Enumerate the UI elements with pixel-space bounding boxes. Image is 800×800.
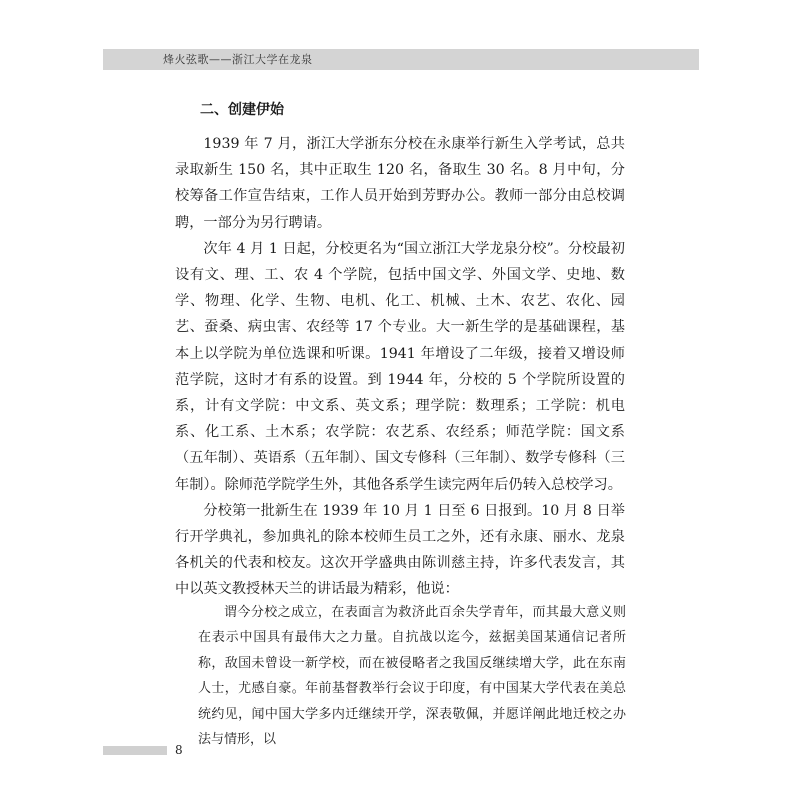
body-text	[175, 131, 625, 603]
paragraph: 1939 年 7 月，浙江大学浙东分校在永康举行新生入学考试，总共录取新生 150 名，其中正取生 120 名，备取生 30 名。8 月中旬，分校筹备工作宣告结束，工作人员开始到芳野办公。教师一部分由总校调聘，一部分为另行聘请。	[175, 136, 625, 231]
running-header-title: 烽火弦歌——浙江大学在龙泉	[163, 53, 313, 66]
block-quote	[198, 600, 626, 752]
paragraph: 次年 4 月 1 日起，分校更名为“国立浙江大学龙泉分校”。分校最初设有文、理、工、农 4 个学院，包括中国文学、外国文学、史地、数学、物理、化学、生物、电机、化工、机械、土木、农艺、农化、园艺、蚕桑、病虫害、农经等 17 个专业。大一新生学的是基础课程，基本上以学院为单位选课和听课。1941 年增设了二年级，接着又增设师范学院，这时才有系的设置。到 1944 年，分校的 5 个学院所设置的系，计有文学院：中文系、英文系；理学院：数理系；工学院：机电系、化工系、土木系；农学院：农艺系、农经系；师范学院：国文系（五年制）、英语系（五年制）、国文专修科（三年制）、数学专修科（三年制）。除师范学院学生外，其他各系学生读完两年后仍转入总校学习。	[175, 240, 625, 493]
page-number: 8	[175, 743, 183, 757]
footer-bar	[103, 746, 167, 755]
quote-paragraph: 谓今分校之成立，在表面言为救济此百余失学青年，而其最大意义则在表示中国具有最伟大之力量。自抗战以迄今，兹据美国某通信记者所称，敌国未曾设一新学校，而在被侵略者之我国反继续增大学，此在东南人士，尤感自豪。年前基督教举行会议于印度，有中国某大学代表在美总统约见，闻中国大学多内迁继续开学，深表敬佩，并愿详阐此地迁校之办法与情形，以	[198, 605, 626, 748]
section-heading: 二、创建伊始	[200, 102, 284, 118]
paragraph: 分校第一批新生在 1939 年 10 月 1 日至 6 日报到。10 月 8 日举行开学典礼，参加典礼的除本校师生员工之外，还有永康、丽水、龙泉各机关的代表和校友。这次开学盛典由陈训慈主持，许多代表发言，其中以英文教授林天兰的讲话最为精彩，他说：	[175, 502, 625, 598]
